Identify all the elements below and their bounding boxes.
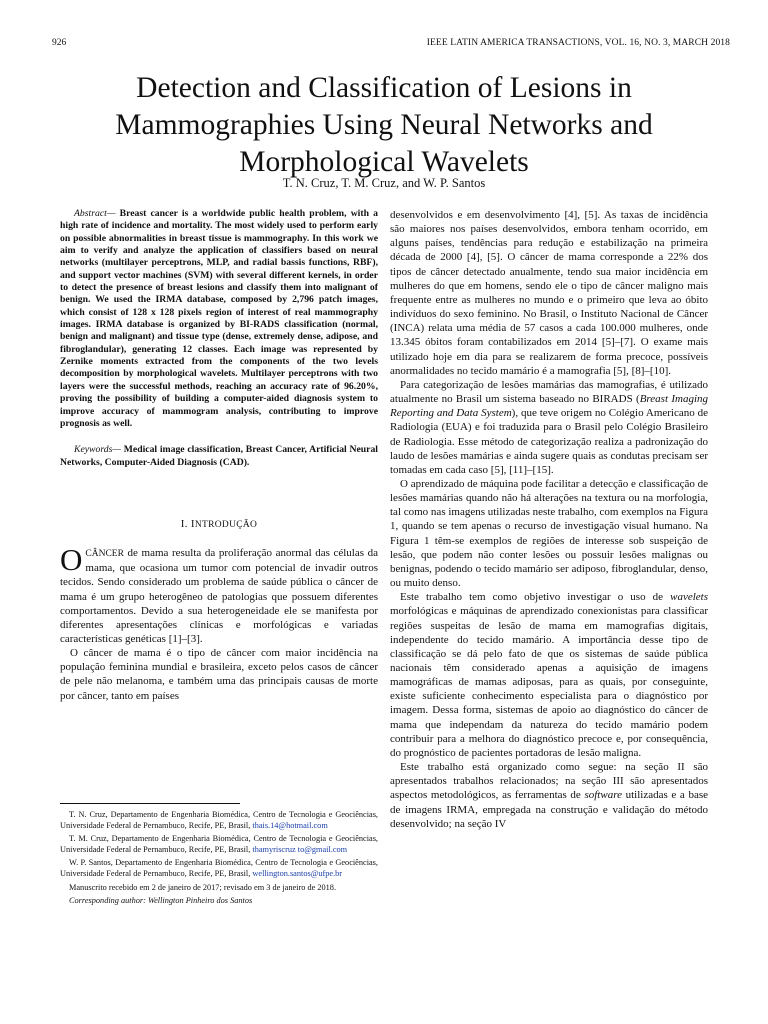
intro-paragraph-2: O câncer de mama é o tipo de câncer com maior incidência na população feminina mundial e brasileira, exceto pelos casos de câncer de pele não melanoma, e também uma das principais causas de morte por câncer, tanto em países <box>60 647 378 702</box>
body-paragraph-1: desenvolvidos e em desenvolvimento [4], [5]. As taxas de incidência são maiores nos países desenvolvidos, embora tenham ocorrido, em alguns países, tendências para redução e estabilização na primeira década de 2000 [4], [5]. O câncer de mama corresponde a 22% dos tipos de câncer detectado anualmente, tendo sua maior incidência em mulheres do que em homens, sendo ele o tipo de câncer maligno mais frequente entre as mulheres no mundo e o primeiro que leva ao óbito indivíduos do sexo feminino. No Brasil, o Instituto Nacional de Câncer (INCA) relata uma média de 57 casos a cada 100.000 mulheres, onde 13.345 óbitos foram contabilizados em 2014 [5]–[7]. O exame mais utilizado hoje em dia para se realizarem de forma precoce, possíveis anormalidades no tecido mamário é a mamografia [5], [8]–[10]. <box>390 209 708 377</box>
intro-paragraph-1: OCÂNCER de mama resulta da proliferação anormal das células da mama, que ocasiona um tumor com potencial de invadir outros tecidos. Sendo considerado um problema de saúde pública o câncer de mama é um grupo heterogêneo de patologias que possuem diferentes comportamentos. Devido a sua heterogeneidade ele se manifesta por diferentes apresentações clínicas e morfológicas e variadas características genéticas [1]–[3]. <box>60 542 378 645</box>
title-line-2: Mammographies Using Neural Networks and <box>115 109 653 141</box>
section-heading-introduction: I. INTRODUÇÃO <box>180 517 258 530</box>
page-number: 926 <box>52 38 67 48</box>
footnote-author-3: W. P. Santos, Departamento de Engenharia Biomédica, Centro de Tecnologia e Geociências, Universidade Federal de Pernambuco, Recife, PE, Brasil, wellington.santos@ufpe.br <box>60 858 378 878</box>
footnote-corresponding: Corresponding author: Wellington Pinheiro dos Santos <box>69 896 253 906</box>
keywords <box>60 444 378 469</box>
footnotes <box>60 810 378 910</box>
paper-title <box>60 70 708 181</box>
footnote-manuscript: Manuscrito recebido em 2 de janeiro de 2017; revisado em 3 de janeiro de 2018. <box>69 882 337 892</box>
body-paragraph-3: O aprendizado de máquina pode facilitar a detecção e classificação de lesões mamárias quando não há alterações na textura ou na morfologia, tal como nas imagens utilizadas neste trabalho, com exemplos na Figura 1, quando se tem apenas o recurso de investigação visual humano. Na Figura 1 têm-se exemplos de regiões de interesse sob suspeição de lesão, que podem não conter lesões ou possuir lesões malignas ou benignas, podendo o tecido mamário ser adiposo, fibroglandular, denso, ou muito denso. <box>390 477 708 590</box>
title-line-3: Morphological Wavelets <box>239 146 529 178</box>
running-header <box>52 38 730 52</box>
body-paragraph-4: Este trabalho tem como objetivo investigar o uso de wavelets morfológicas e máquinas de aprendizado conexionistas para classificar regiões suspeitas de lesão de mama em mamografias digitais, independente do tecido mamário. A importância desse tipo de classificação se dá pelo fato de que os sistemas de saúde pública nacionais têm considerado apenas a aquisição de imagens mamográficas de mamas adiposas, para as quais, por conseguinte, existe suficiente conhecimento especialista para o diagnóstico por imagem. Dessa forma, sistemas de apoio ao diagnóstico do câncer de mama que independam da natureza do tecido mamário podem contribuir para a melhora do diagnóstico precoce e, por consequência, do prognóstico de pacientes portadoras de lesão maligna. <box>390 591 708 759</box>
abstract <box>60 208 378 430</box>
authors: T. N. Cruz, T. M. Cruz, and W. P. Santos <box>282 176 486 190</box>
body-paragraph-5: Este trabalho está organizado como segue: na seção II são apresentados trabalhos relacionados; na seção III são apresentados aspectos metodológicos, as ferramentas de software utilizadas e a base de imagens IRMA, empregada na construção e validação do método desenvolvido; na seção IV <box>390 761 709 830</box>
email-link-1[interactable]: thais.14@hotmail.com <box>252 820 328 830</box>
footnote-author-2: T. M. Cruz, Departamento de Engenharia Biomédica, Centro de Tecnologia e Geociências, Universidade Federal de Pernambuco, Recife, PE, Brasil, thamyriscruz to@gmail.com <box>60 834 378 854</box>
keywords-lead: Keywords— <box>74 444 122 456</box>
abstract-body: Breast cancer is a worldwide public health problem, with a high rate of incidence and mortality. The most widely used to perform early on possible abnormalities in breast tissue is mammography. In this work we aim to verify and analyze the application of classifiers based on neural networks (multilayer perceptrons, MLP, and radial bassis functions, RBF), and support vector machines (SVM) with several different kernels, in order to detect the presence of breast lesions and classify them into malignant of benign. We used the IRMA database, composed by 2,796 patch images, which consist of 128 x 128 pixels region of interest of real mammography images. IRMA database is organized by BI-RADS classification (normal, benign and malignant) and tissue type (dense, extremely dense, adipose, and fibroglandular), generating 12 classes. Each image was represented by Zernike moments extracted from the components of the two levels decomposition by morphological wavelets. Multilayer perceptrons with two layers were the successful methods, reaching an accuracy rate of 96.20%, proving the possibility of building a computer-aided diagnosis system to improve accuracy of mammogram analysis, contributing to improve prognosis as well. <box>60 208 378 429</box>
footnote-author-1: T. N. Cruz, Departamento de Engenharia Biomédica, Centro de Tecnologia e Geociências, Universidade Federal de Pernambuco, Recife, PE, Brasil, thais.14@hotmail.com <box>60 810 378 830</box>
left-column <box>60 208 378 703</box>
keywords-body: Medical image classification, Breast Cancer, Artificial Neural Networks, Computer-Aided Diagnosis (CAD). <box>60 444 378 468</box>
body-paragraph-2: Para categorização de lesões mamárias das mamografias, é utilizado atualmente no Brasil um sistema baseado no BIRADS (Breast Imaging Reporting and Data System), que teve origem no Colégio Americano de Radiologia (EUA) e foi traduzida para o Brasil pelo Colégio Brasileiro de Radiologia. Esse método de categorização realiza a padronização do laudo de lesões mamárias e ainda sugere quais as condutas precisam ser tomadas em cada caso [5], [11]–[15]. <box>390 378 708 476</box>
title-line-1: Detection and Classification of Lesions in <box>136 72 632 104</box>
abstract-lead: Abstract— <box>74 208 116 219</box>
footnote-rule <box>60 803 240 804</box>
journal-name: IEEE LATIN AMERICA TRANSACTIONS, VOL. 16, NO. 3, MARCH 2018 <box>426 38 730 48</box>
right-column <box>390 208 708 831</box>
drop-cap: O <box>60 542 83 578</box>
email-link-2[interactable]: thamyriscruz to@gmail.com <box>252 844 348 854</box>
email-link-3[interactable]: wellington.santos@ufpe.br <box>252 868 343 878</box>
